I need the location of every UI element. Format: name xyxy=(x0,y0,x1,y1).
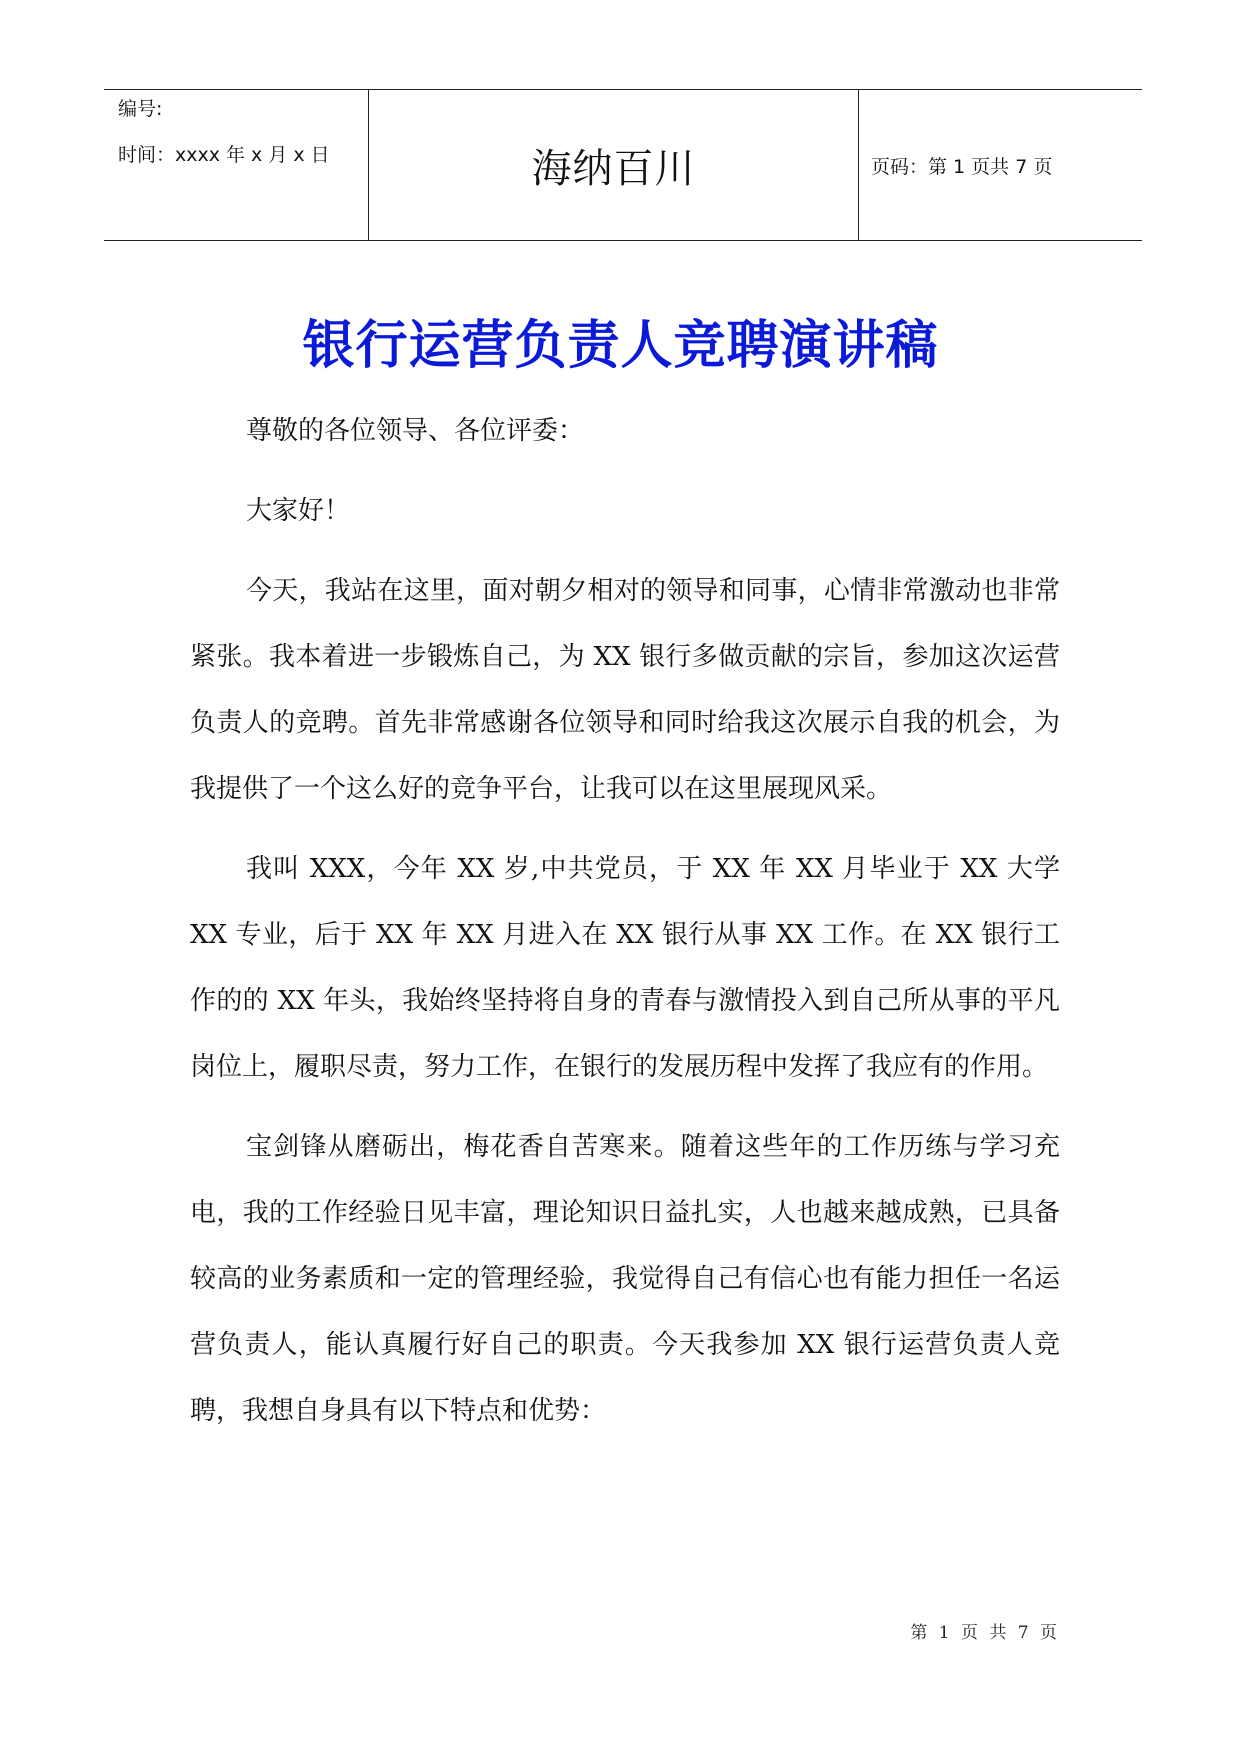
document-date-label: 时间：xxxx 年 x 月 x 日 xyxy=(118,144,330,166)
page-footer-number: 第 1 页 共 7 页 xyxy=(910,1623,1060,1643)
brand-name: 海纳百川 xyxy=(531,145,696,192)
body-paragraph: 大家好！ xyxy=(246,496,351,526)
body-paragraph: 宝剑锋从磨砺出，梅花香自苦寒来。随着这些年的工作历练与学习充电，我的工作经验日见丰富，理论知识日益扎实，人也越来越成熟，已具备较高的业务素质和一定的管理经验，我觉得自己有信心也有能力担任一名运营负责人，能认真履行好自己的职责。今天我参加 XX 银行运营负责人竞聘，我想自身具有以下特点和优势： xyxy=(190,1132,1060,1426)
document-header-table xyxy=(104,89,1142,241)
header-brand-cell xyxy=(369,90,859,240)
document-title: 银行运营负责人竞聘演讲稿 xyxy=(302,315,939,376)
header-meta-cell xyxy=(104,90,369,240)
document-number-label: 编号: xyxy=(118,98,163,120)
header-page-cell xyxy=(859,90,1142,240)
body-paragraph: 我叫 XXX，今年 XX 岁,中共党员，于 XX 年 XX 月毕业于 XX 大学 XX 专业，后于 XX 年 XX 月进入在 XX 银行从事 XX 工作。在 XX 银行工作的的 XX 年头，我始终坚持将自身的青春与激情投入到自己所从事的平凡岗位上，履职尽责，努力工作，在银行的发展历程中发挥了我应有的作用。 xyxy=(190,854,1060,1082)
document-body xyxy=(190,398,1060,1458)
body-paragraph: 今天，我站在这里，面对朝夕相对的领导和同事，心情非常激动也非常紧张。我本着进一步锻炼自己，为 XX 银行多做贡献的宗旨，参加这次运营负责人的竞聘。首先非常感谢各位领导和同时给我这次展示自我的机会，为我提供了一个这么好的竞争平台，让我可以在这里展现风采。 xyxy=(190,576,1060,804)
body-paragraph: 尊敬的各位领导、各位评委： xyxy=(246,416,585,446)
header-page-code: 页码：第 1 页共 7 页 xyxy=(871,155,1053,178)
